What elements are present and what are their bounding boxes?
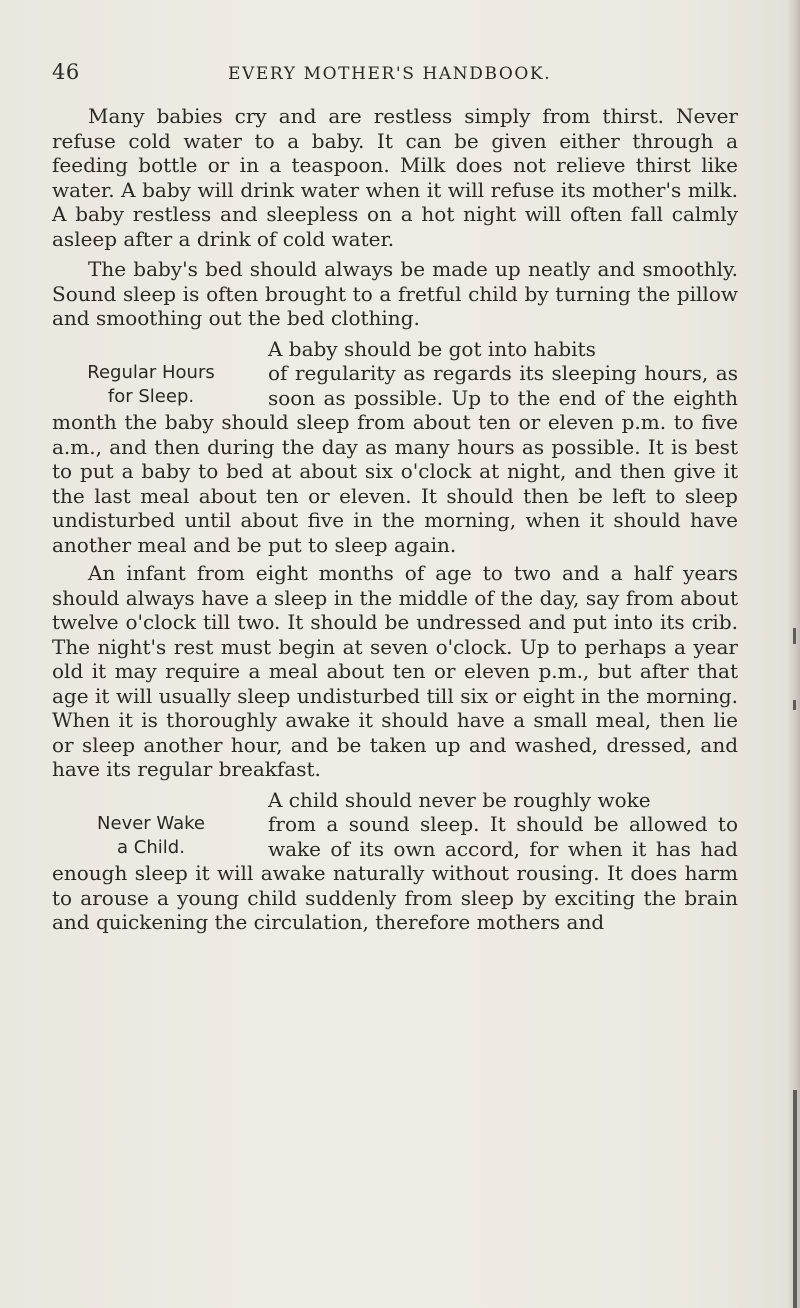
side-heading-regular-hours <box>52 361 250 409</box>
page-number: 46 <box>52 60 80 84</box>
side-heading-line: for Sleep. <box>107 385 195 407</box>
paragraph-bed: The baby's bed should always be made up neatly and smoothly. Sound sleep is often brought to a fretful child by turning the pillow and smoothing out the bed clothing. <box>52 257 738 330</box>
page-body <box>52 104 738 935</box>
section-regular-hours <box>52 337 738 558</box>
side-heading-line: Regular Hours <box>87 361 215 383</box>
page-edge-mark <box>793 628 796 644</box>
paragraph-lead: A baby should be got into habits <box>268 336 596 361</box>
paragraph-never-wake <box>52 788 738 935</box>
running-head: EVERY MOTHER'S HANDBOOK. <box>228 64 552 84</box>
page-edge-binding <box>793 1090 797 1308</box>
side-heading-never-wake <box>52 812 250 860</box>
page-edge-mark <box>793 700 796 710</box>
section-never-wake <box>52 788 738 935</box>
paragraph-lead: A child should never be roughly woke <box>268 787 651 812</box>
side-heading-line: a Child. <box>117 836 185 858</box>
paragraph-rest: of regularity as regards its sleeping hours, as soon as possible. Up to the end of the eighth month the baby should sleep from about ten or eleven p.m. to five a.m., and then during the day as many hours as possible. It is best to put a baby to bed at about six o'clock at night, and then give it the last meal about ten or eleven. It should then be left to sleep undisturbed until about five in the morning, when it should have another meal and be put to sleep again. <box>52 361 738 557</box>
side-heading-line: Never Wake <box>97 812 205 834</box>
paragraph-infant-sleep: An infant from eight months of age to two and a half years should always have a sleep in the middle of the day, say from about twelve o'clock till two. It should be undressed and put into its crib. The night's rest must begin at seven o'clock. Up to perhaps a year old it may require a meal about ten or eleven p.m., but after that age it will usually sleep undisturbed till six or eight in the morning. When it is thoroughly awake it should have a small meal, then lie or sleep another hour, and be taken up and washed, dressed, and have its regular breakfast. <box>52 561 738 781</box>
paragraph-rest: from a sound sleep. It should be allowed to wake of its own accord, for when it has had enough sleep it will awake naturally without rousing. It does harm to arouse a young child suddenly from sleep by exciting the brain and quickening the circulation, therefore mothers and <box>52 812 738 934</box>
paragraph-thirst: Many babies cry and are restless simply from thirst. Never refuse cold water to a baby. It can be given either through a feeding bottle or in a teaspoon. Milk does not relieve thirst like water. A baby will drink water when it will refuse its mother's milk. A baby restless and sleepless on a hot night will often fall calmly asleep after a drink of cold water. <box>52 104 738 251</box>
page-header <box>52 60 752 88</box>
